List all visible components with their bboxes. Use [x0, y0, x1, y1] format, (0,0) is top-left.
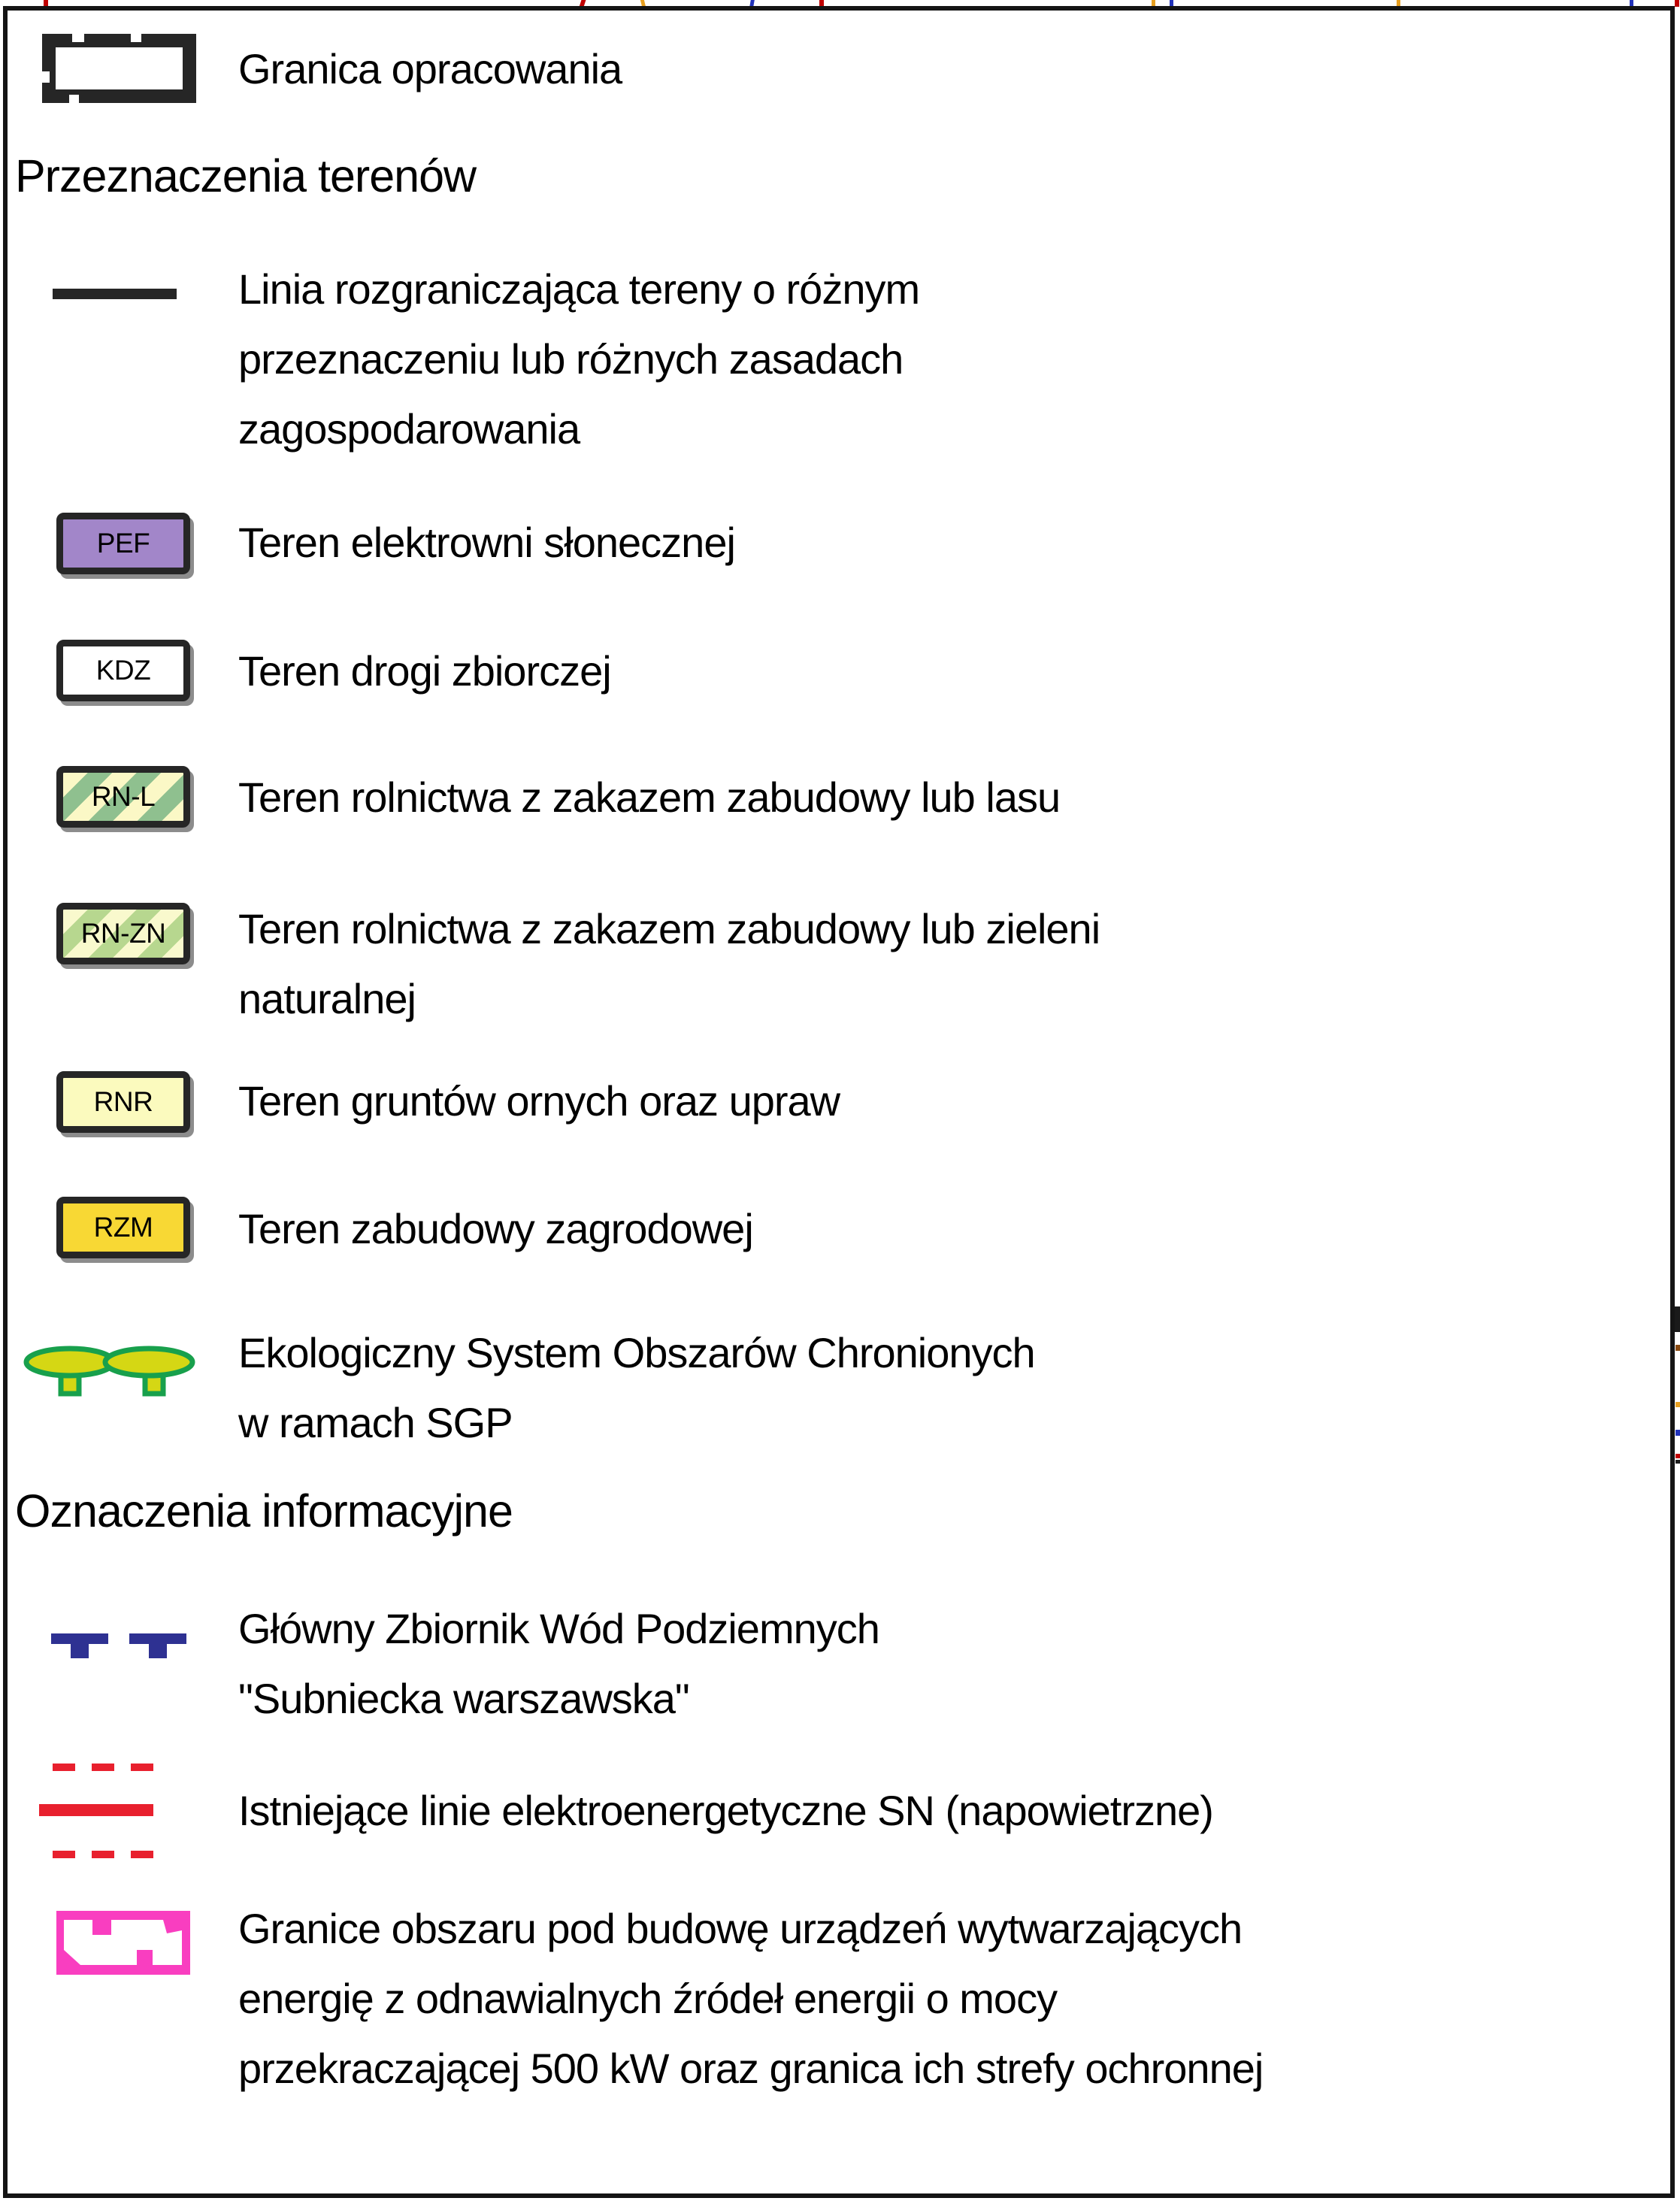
item-text-line: Linia rozgraniczająca tereny o różnym — [238, 265, 920, 313]
item-text-line: Ekologiczny System Obszarów Chronionych — [238, 1329, 1035, 1376]
item-text-line: zagospodarowania — [238, 405, 580, 453]
zone-swatch-rzm — [56, 1197, 190, 1258]
zone-swatch-kdz — [56, 640, 190, 701]
zone-label-kdz: Teren drogi zbiorczej — [238, 647, 611, 695]
map-fragment — [1675, 1345, 1680, 1351]
item-text-line: Granice obszaru pod budowę urządzeń wytwarzających — [238, 1905, 1243, 1952]
zone-code-label: RN-L — [91, 781, 156, 812]
zone-swatch-rnzn — [56, 903, 190, 964]
item-text-line: Teren rolnictwa z zakazem zabudowy lub zieleni — [238, 905, 1100, 952]
map-fragment — [1675, 1454, 1680, 1458]
item-text-line: w ramach SGP — [238, 1399, 513, 1446]
groundwater-reservoir-item — [238, 1594, 879, 1733]
renewable-energy-item — [238, 1894, 1263, 2103]
item-text-line: Główny Zbiornik Wód Podziemnych — [238, 1605, 879, 1652]
zone-swatch-pef — [56, 513, 190, 574]
ecological-system-item — [238, 1318, 1035, 1458]
zone-swatch-rnr — [56, 1071, 190, 1133]
section-title-informational: Oznaczenia informacyjne — [15, 1485, 513, 1536]
zone-code-label: RNR — [93, 1086, 153, 1117]
boundary-item-label: Granica opracowania — [238, 45, 622, 92]
study-area-boundary-icon — [42, 34, 196, 103]
map-fragment — [1675, 1306, 1680, 1332]
power-line-solid-icon — [39, 1804, 153, 1816]
zone-code-label: RN-ZN — [80, 918, 166, 949]
power-lines-label: Istniejące linie elektroenergetyczne SN (napowietrzne) — [238, 1787, 1213, 1834]
zone-swatch-rnl — [56, 766, 190, 828]
power-line-dashed-icon — [53, 1851, 203, 1858]
item-text-line: przekraczającej 500 kW oraz granica ich strefy ochronnej — [238, 2045, 1264, 2092]
ecological-system-trees-icon — [21, 1346, 195, 1398]
dividing-line-item — [238, 254, 919, 464]
map-fragment — [1675, 1430, 1680, 1436]
zone-code-label: PEF — [96, 528, 150, 559]
groundwater-reservoir-icon — [51, 1633, 188, 1661]
map-fragment — [1675, 1460, 1680, 1464]
zone-label-rnl: Teren rolnictwa z zakazem zabudowy lub lasu — [238, 774, 1061, 821]
item-text-line: naturalnej — [238, 975, 416, 1022]
dividing-line-icon — [53, 289, 177, 299]
item-text-line: energię z odnawialnych źródeł energii o mocy — [238, 1975, 1058, 2022]
power-line-dashed-icon — [53, 1764, 203, 1771]
zone-code-label: KDZ — [95, 655, 151, 686]
map-fragment — [1675, 1402, 1680, 1407]
zone-label-rnzn — [238, 894, 1100, 1034]
zone-label-rnr: Teren gruntów ornych oraz upraw — [238, 1077, 840, 1125]
zone-label-rzm: Teren zabudowy zagrodowej — [238, 1205, 753, 1252]
map-fragment — [1675, 0, 1679, 7]
zone-code-label: RZM — [93, 1212, 153, 1243]
item-text-line: "Subniecka warszawska" — [238, 1675, 689, 1722]
item-text-line: przeznaczeniu lub różnych zasadach — [238, 335, 904, 383]
section-title-land-use: Przeznaczenia terenów — [15, 150, 477, 201]
zone-label-pef: Teren elektrowni słonecznej — [238, 519, 735, 566]
renewable-energy-boundary-icon — [56, 1911, 190, 1975]
